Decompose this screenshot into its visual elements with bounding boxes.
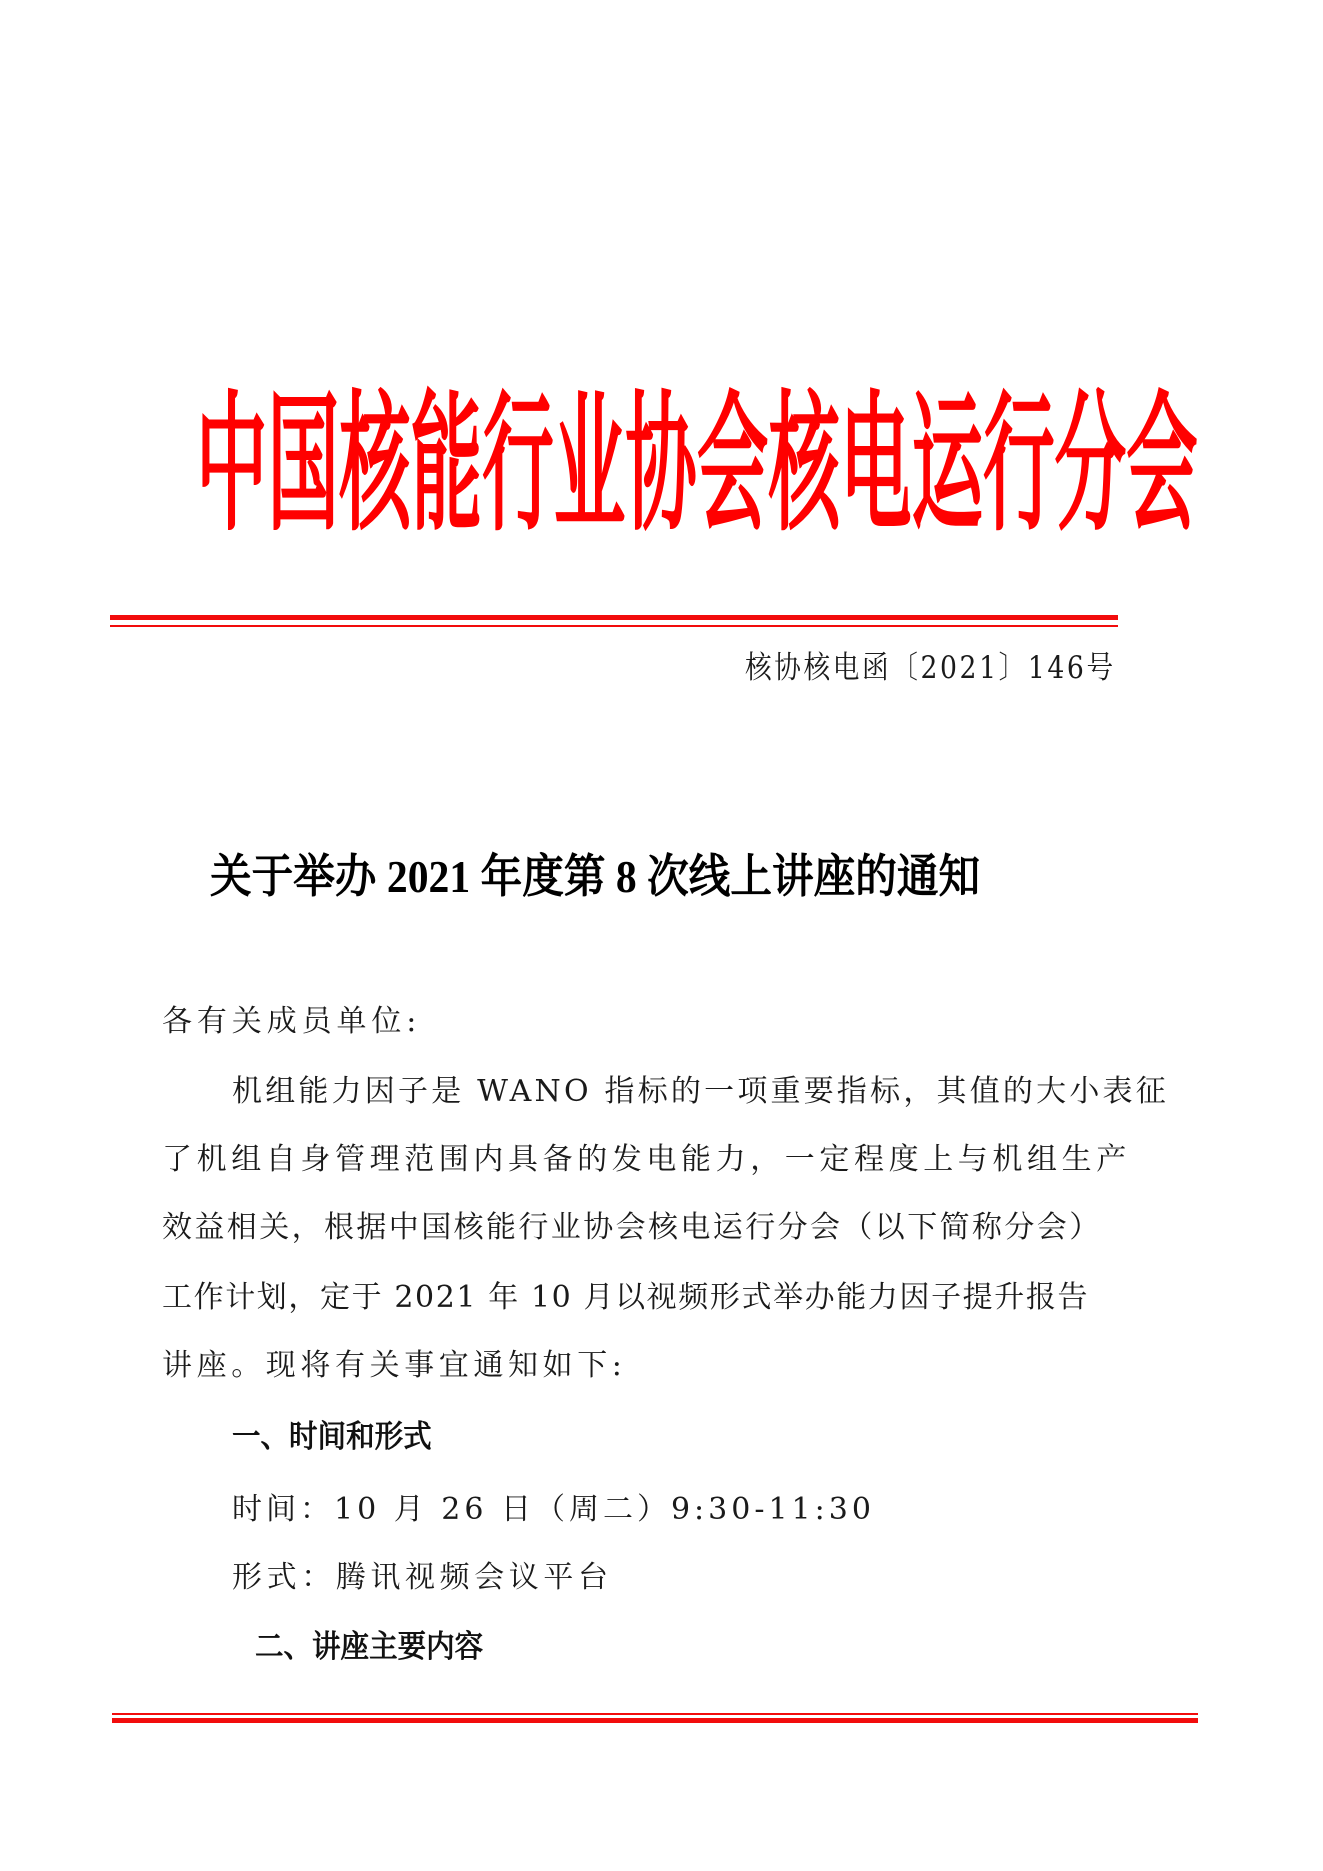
document-number: 核协核电函〔2021〕146号	[745, 650, 1116, 686]
footer-rule-thick	[112, 1718, 1198, 1723]
intro-line-5: 讲座。现将有关事宜通知如下:	[162, 1348, 627, 1383]
header-rule-thick	[110, 615, 1118, 620]
section-1-heading: 一、时间和形式	[232, 1419, 432, 1455]
intro-line-1: 机组能力因子是 WANO 指标的一项重要指标，其值的大小表征	[232, 1074, 1169, 1109]
salutation: 各有关成员单位:	[162, 1004, 422, 1039]
notice-title: 关于举办 2021 年度第 8 次线上讲座的通知	[210, 851, 981, 902]
footer-rule-thin	[112, 1713, 1198, 1715]
header-rule-thin	[110, 625, 1118, 627]
section-2-heading: 二、讲座主要内容	[255, 1629, 484, 1665]
organization-banner-text: 中国核能行业协会核电运行分会	[196, 378, 1198, 552]
intro-line-2: 了机组自身管理范围内具备的发电能力，一定程度上与机组生产	[162, 1142, 1131, 1177]
intro-line-4: 工作计划，定于 2021 年 10 月以视频形式举办能力因子提升报告	[162, 1280, 1090, 1315]
intro-line-3: 效益相关，根据中国核能行业协会核电运行分会（以下简称分会）	[162, 1210, 1102, 1245]
section-1-time: 时间：10 月 26 日（周二）9:30-11:30	[232, 1492, 875, 1527]
section-1-format: 形式：腾讯视频会议平台	[232, 1560, 613, 1595]
organization-banner	[196, 378, 1198, 552]
